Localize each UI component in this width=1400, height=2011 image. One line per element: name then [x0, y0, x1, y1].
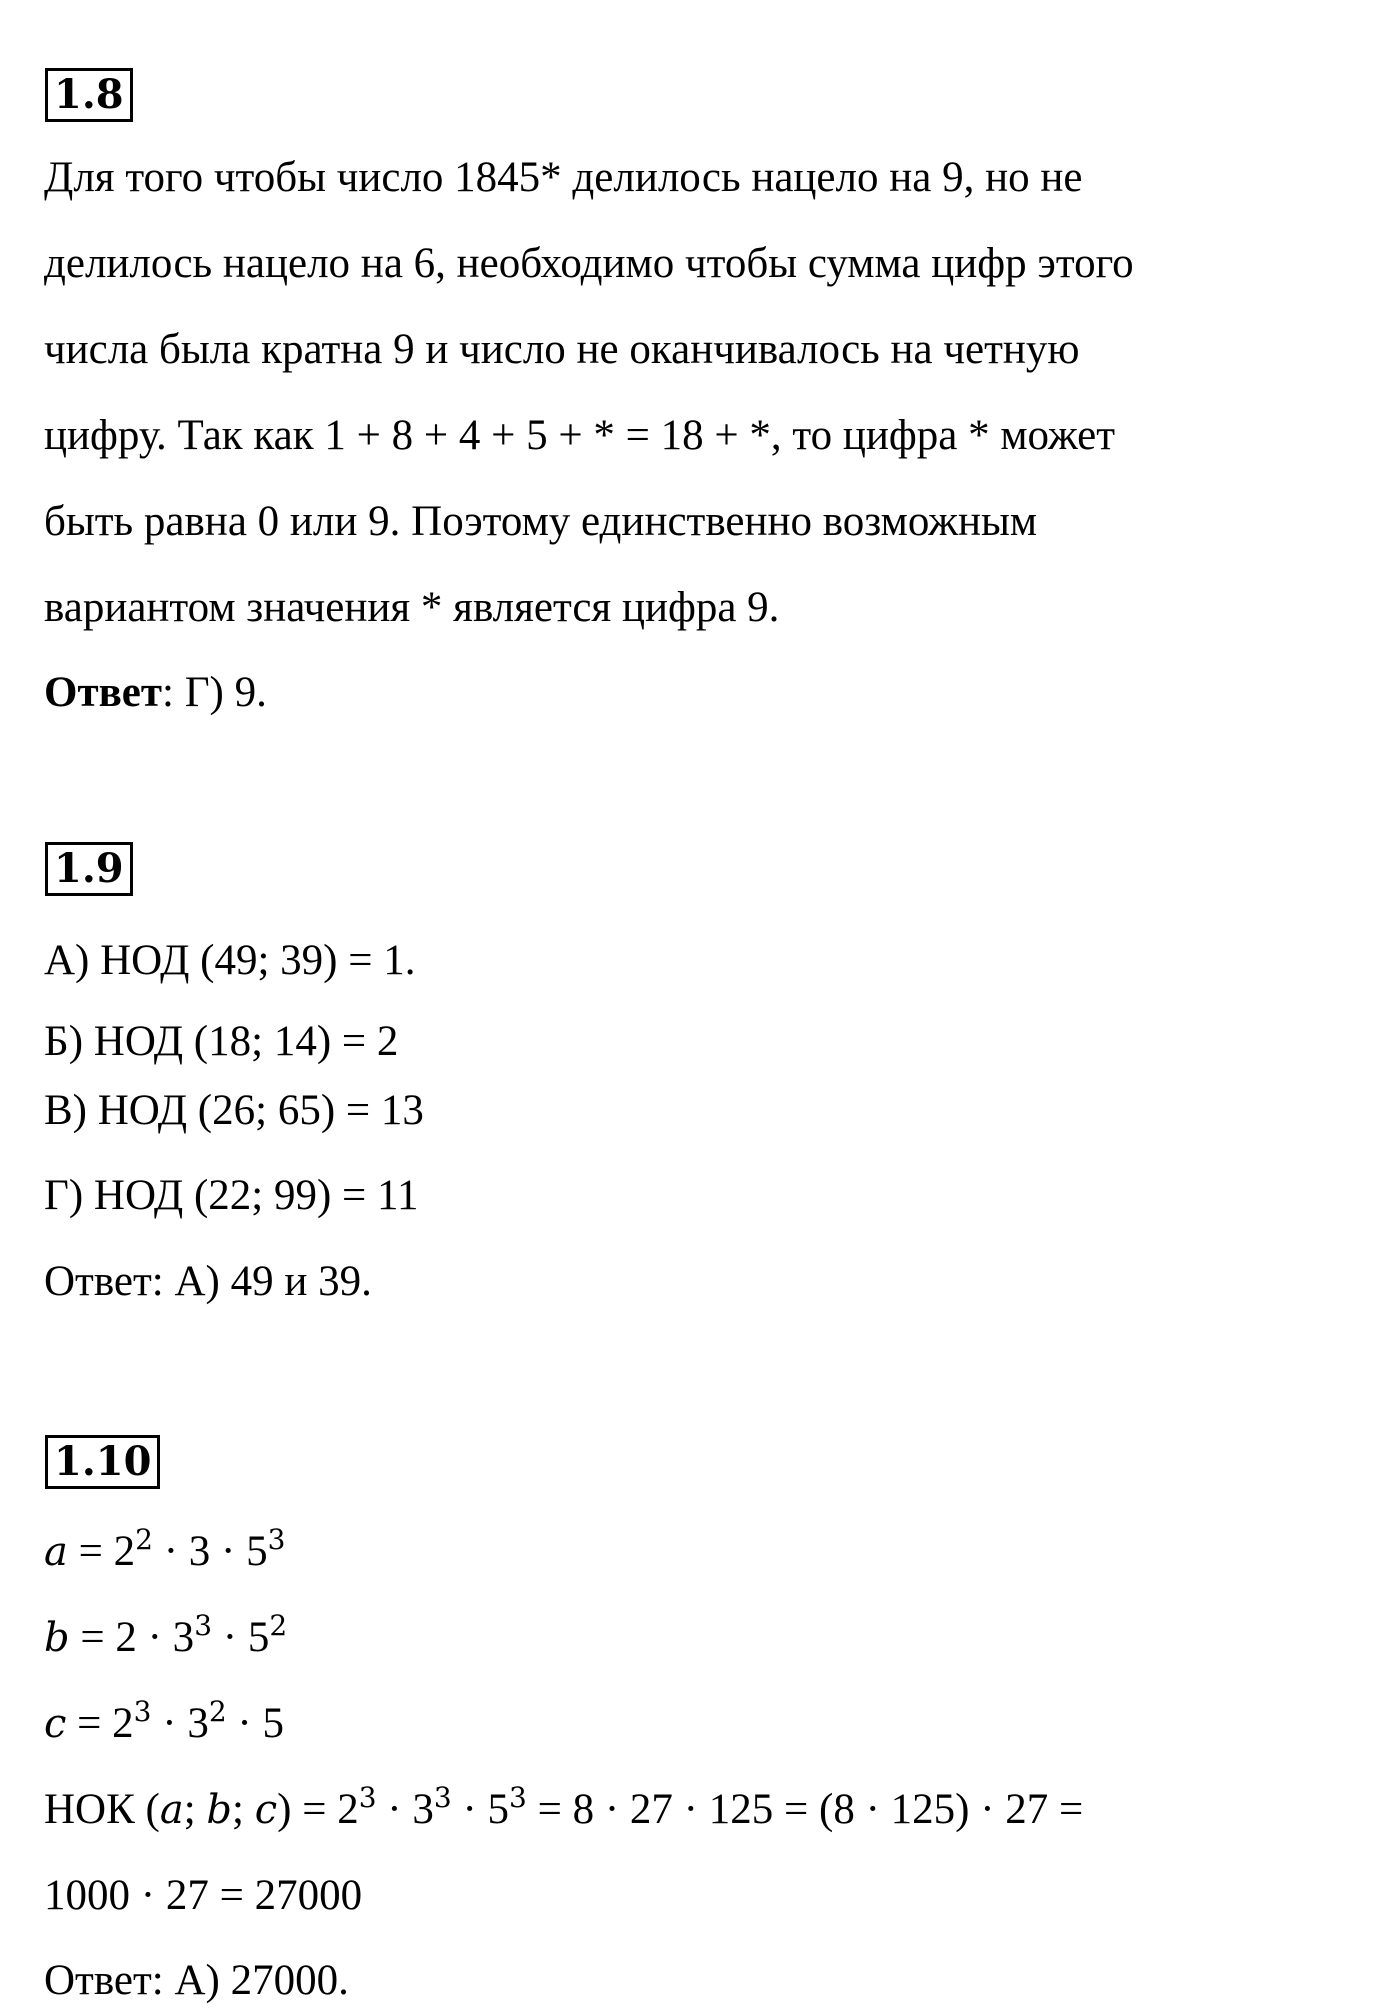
expr-part: ) = 2 — [277, 1786, 359, 1833]
text-line: быть равна 0 или 9. Поэтому единственно возможным — [44, 498, 1038, 545]
formula-lcm — [44, 1781, 1084, 1836]
formula-c — [44, 1695, 284, 1750]
text-line: Для того чтобы число 1845* делилось нацело на 9, но не — [44, 154, 1083, 201]
expr-part: · 5 — [212, 1614, 270, 1661]
answer-line-1-8 — [44, 667, 267, 719]
expr-part: · 5 — [451, 1786, 510, 1833]
formula-a — [44, 1523, 286, 1578]
exponent: 2 — [208, 1695, 227, 1728]
formula-b — [44, 1609, 288, 1664]
exponent: 3 — [267, 1523, 286, 1556]
expr-part: = 2 — [66, 1700, 134, 1747]
text-line: вариантом значения * является цифра 9. — [44, 584, 780, 631]
gcd-line-v: В) НОД (26; 65) = 13 — [44, 1087, 424, 1134]
answer-value: : Г) 9. — [162, 669, 267, 716]
var-c: c — [254, 1787, 278, 1833]
answer-label: Ответ — [44, 669, 162, 716]
exponent: 2 — [269, 1609, 288, 1642]
expr-part: · 3 · 5 — [152, 1528, 268, 1575]
expr-part: · 3 — [376, 1786, 434, 1833]
expr-part: · 5 — [226, 1700, 284, 1747]
answer-line-1-10: Ответ: А) 27000. — [44, 1957, 349, 2004]
task-label-1-9: 1.9 — [45, 842, 133, 896]
gcd-line-g: Г) НОД (22; 99) = 11 — [44, 1172, 419, 1219]
exponent: 2 — [135, 1523, 153, 1556]
text-line: цифру. Так как 1 + 8 + 4 + 5 + * = 18 + *, то цифра * может — [44, 412, 1116, 459]
text-line: числа была кратна 9 и число не оканчивалось на четную — [44, 326, 1080, 373]
exponent: 3 — [358, 1781, 377, 1814]
var-a: a — [159, 1787, 184, 1833]
gcd-line-b: Б) НОД (18; 14) = 2 — [44, 1018, 399, 1065]
expr-part: НОК ( — [44, 1786, 160, 1833]
expr-part: ; — [183, 1786, 207, 1833]
expr-part: = 2 · 3 — [69, 1614, 195, 1661]
task-label-1-10: 1.10 — [45, 1435, 160, 1489]
var-c: c — [44, 1701, 67, 1747]
gcd-line-a: А) НОД (49; 39) = 1. — [44, 937, 416, 984]
exponent: 3 — [509, 1781, 527, 1814]
expr-part: · 3 — [151, 1700, 209, 1747]
expr-part: = 2 — [67, 1528, 136, 1575]
exponent: 3 — [433, 1781, 452, 1814]
expr-part: = 8 · 27 · 125 = (8 · 125) · 27 = — [526, 1786, 1084, 1833]
text-line: делилось нацело на 6, необходимо чтобы сумма цифр этого — [44, 240, 1134, 287]
formula-result: 1000 · 27 = 27000 — [44, 1872, 363, 1919]
expr-part: ; — [232, 1786, 255, 1833]
answer-line-1-9: Ответ: А) 49 и 39. — [44, 1258, 372, 1305]
var-b: b — [206, 1787, 233, 1833]
task-label-1-8: 1.8 — [45, 68, 133, 122]
var-b: b — [44, 1615, 70, 1661]
exponent: 3 — [133, 1695, 152, 1728]
exponent: 3 — [194, 1609, 213, 1642]
var-a: a — [44, 1529, 68, 1575]
